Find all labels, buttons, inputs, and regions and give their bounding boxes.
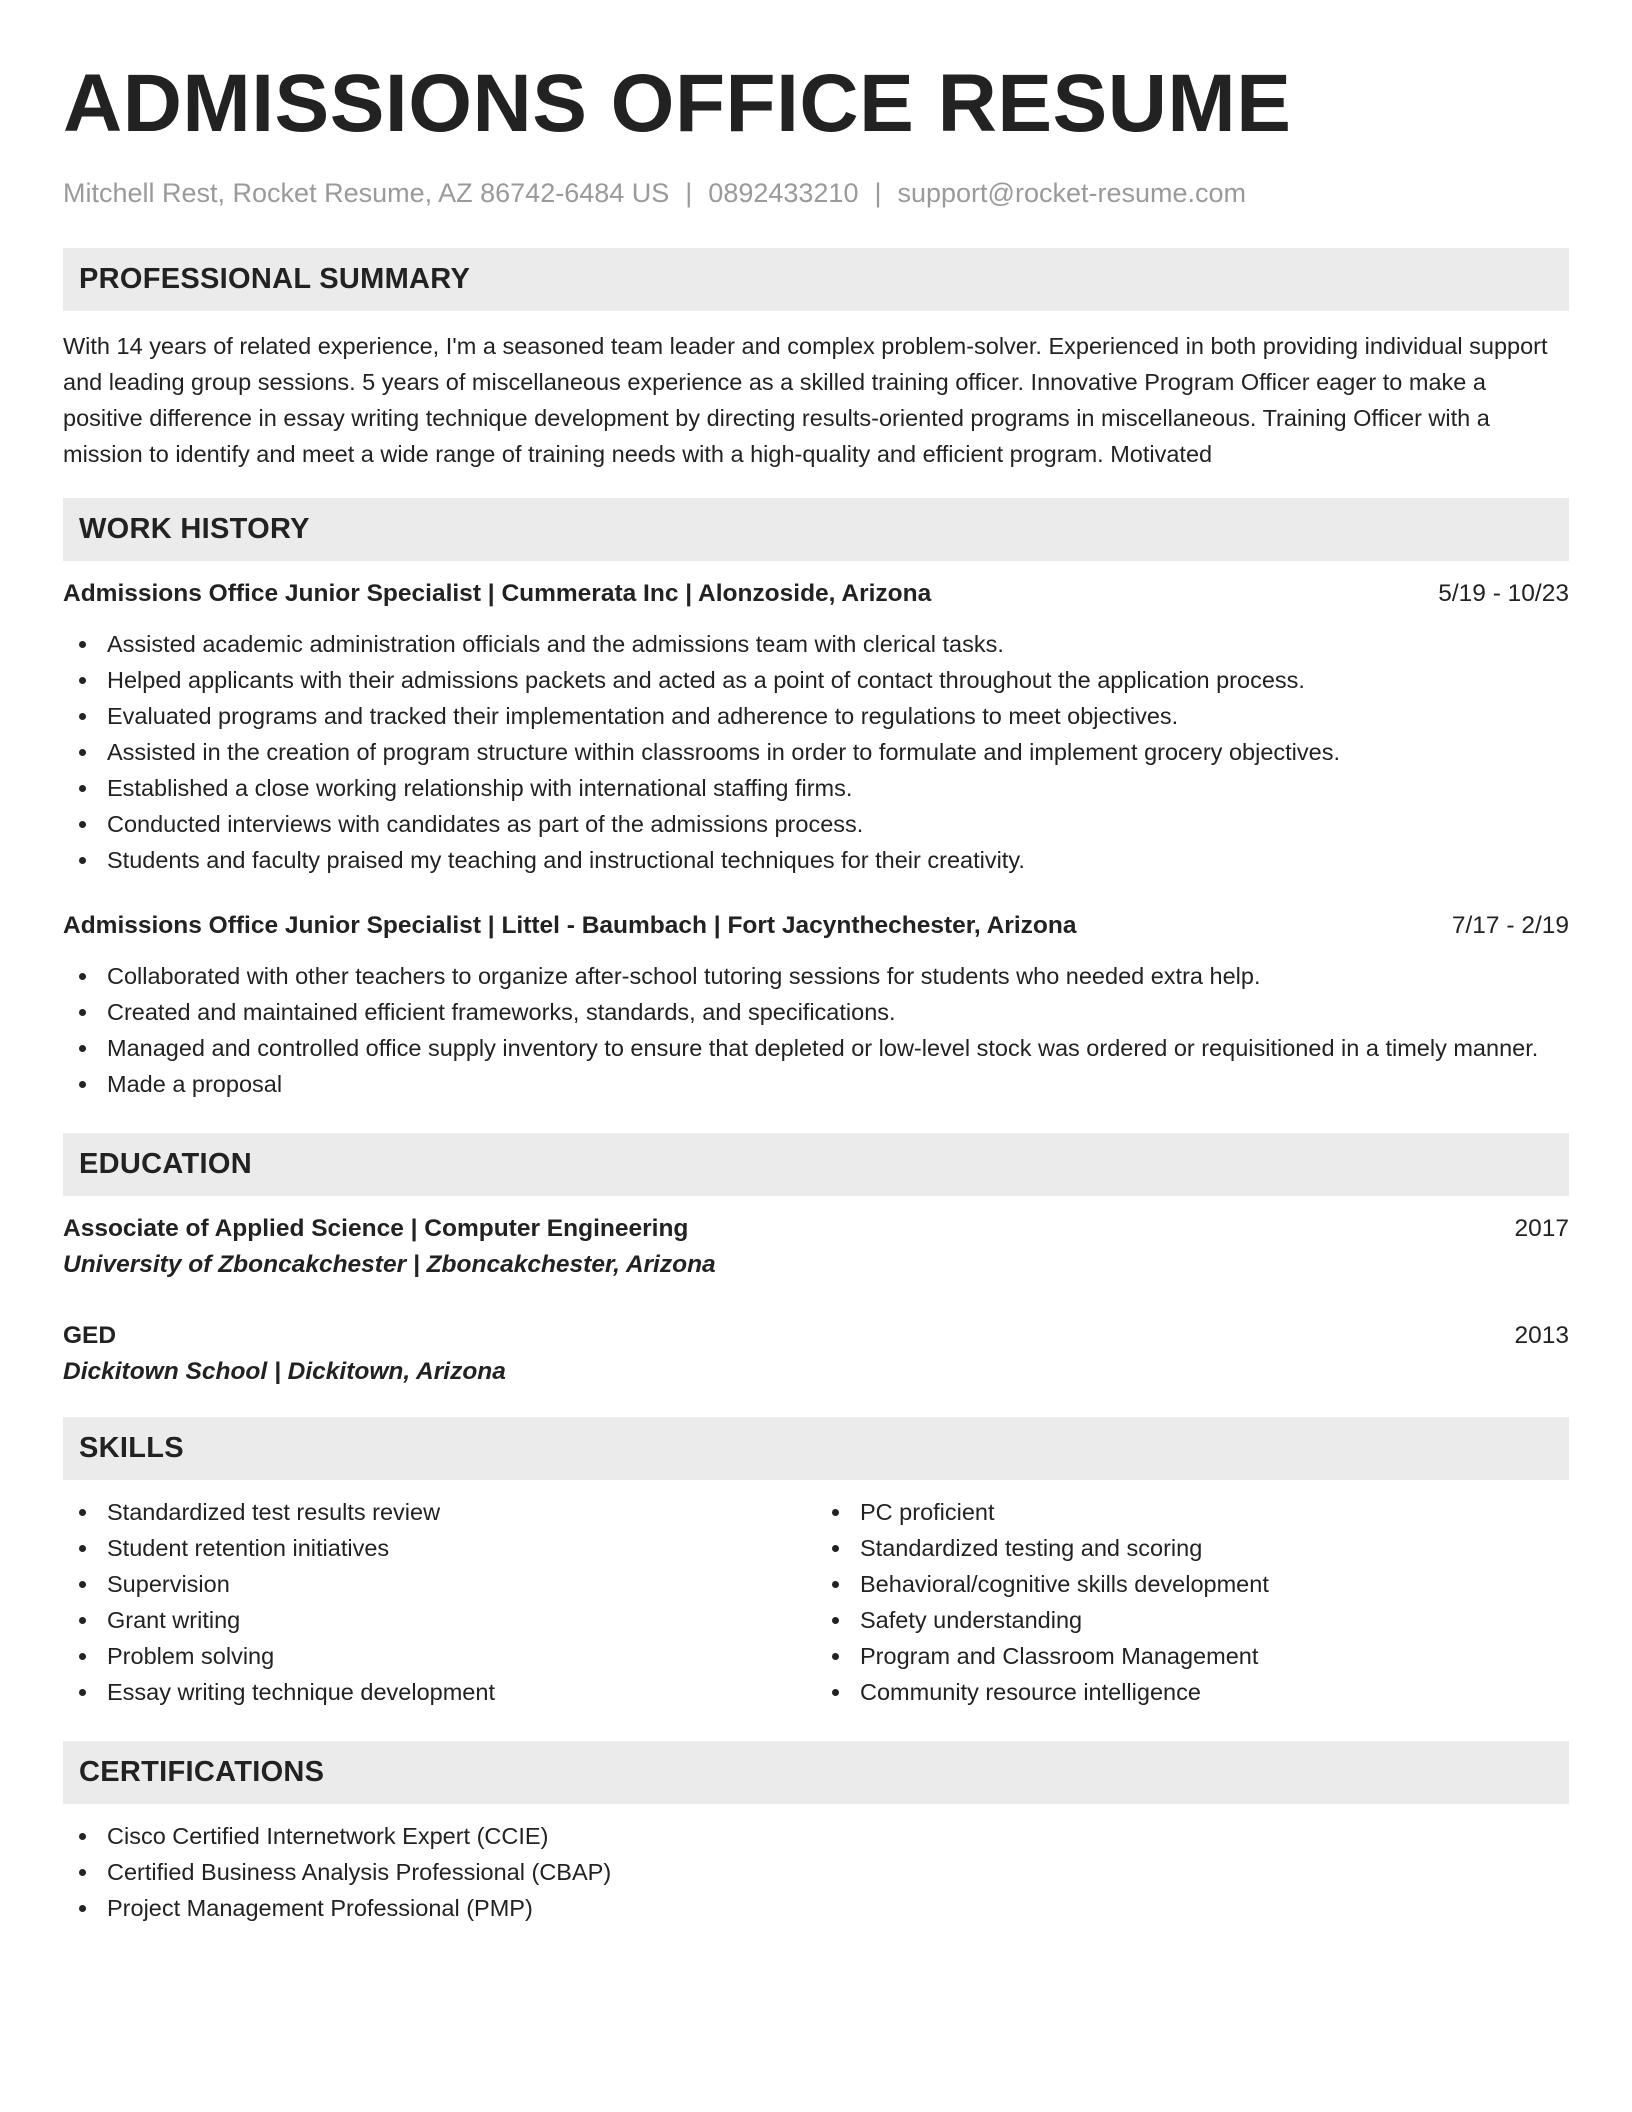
education-school: University of Zboncakchester | Zboncakchester, Arizona xyxy=(63,1251,716,1278)
skill-item: PC proficient xyxy=(816,1494,1569,1530)
job-dates: 7/17 - 2/19 xyxy=(1451,912,1569,939)
skill-item: Community resource intelligence xyxy=(816,1674,1569,1710)
skill-item: Problem solving xyxy=(63,1638,816,1674)
education-school: Dickitown School | Dickitown, Arizona xyxy=(63,1358,506,1385)
list-item: Assisted in the creation of program structure within classrooms in order to formulate and implement grocery objectives. xyxy=(63,734,1569,770)
education-degree: Associate of Applied Science | Computer Engineering xyxy=(63,1215,689,1242)
education-header xyxy=(63,1211,1569,1247)
education-year: 2017 xyxy=(1514,1215,1569,1242)
job-header xyxy=(63,576,1569,612)
certification-item: Certified Business Analysis Professional (CBAP) xyxy=(63,1854,1569,1890)
certification-item: Project Management Professional (PMP) xyxy=(63,1890,1569,1926)
contact-line xyxy=(63,176,1569,210)
summary-text: With 14 years of related experience, I'm a seasoned team leader and complex problem-solver. Experienced in both providing individual support and leading group sessions. 5 years of miscellaneous experience as a skilled training officer. Innovative Program Officer eager to make a positive difference in essay writing technique development by directing results-oriented programs in miscellaneous. Training Officer with a mission to identify and meet a wide range of training needs with a high-quality and efficient program. Motivated xyxy=(63,333,1548,467)
skill-item: Standardized testing and scoring xyxy=(816,1530,1569,1566)
job-entry xyxy=(63,908,1569,1102)
section-header-summary: PROFESSIONAL SUMMARY xyxy=(63,248,1569,311)
list-item: Created and maintained efficient frameworks, standards, and specifications. xyxy=(63,994,1569,1030)
education-header xyxy=(63,1318,1569,1354)
list-item: Established a close working relationship with international staffing firms. xyxy=(63,770,1569,806)
certification-item: Cisco Certified Internetwork Expert (CCIE) xyxy=(63,1818,1569,1854)
job-title: Admissions Office Junior Specialist | Cummerata Inc | Alonzoside, Arizona xyxy=(63,580,932,607)
job-title: Admissions Office Junior Specialist | Littel - Baumbach | Fort Jacynthechester, Arizona xyxy=(63,912,1077,939)
certifications-list xyxy=(63,1818,1569,1926)
list-item: Managed and controlled office supply inventory to ensure that depleted or low-level stock was ordered or requisitioned in a timely manner. xyxy=(63,1030,1569,1066)
education-entry xyxy=(63,1211,1569,1283)
job-entry xyxy=(63,576,1569,878)
skills-column-right xyxy=(816,1494,1569,1710)
list-item: Helped applicants with their admissions packets and acted as a point of contact throughout the application process. xyxy=(63,662,1569,698)
job-bullets xyxy=(63,958,1569,1102)
skill-item: Standardized test results review xyxy=(63,1494,816,1530)
skill-item: Grant writing xyxy=(63,1602,816,1638)
education-year: 2013 xyxy=(1514,1322,1569,1349)
list-item: Assisted academic administration officials and the admissions team with clerical tasks. xyxy=(63,626,1569,662)
list-item: Collaborated with other teachers to organize after-school tutoring sessions for students who needed extra help. xyxy=(63,958,1569,994)
section-header-certifications: CERTIFICATIONS xyxy=(63,1741,1569,1804)
contact-email: support@rocket-resume.com xyxy=(897,178,1247,208)
contact-separator: | xyxy=(874,178,882,208)
contact-phone: 0892433210 xyxy=(708,178,859,208)
resume-title: ADMISSIONS OFFICE RESUME xyxy=(63,58,1292,149)
education-degree: GED xyxy=(63,1322,117,1349)
job-header xyxy=(63,908,1569,944)
list-item: Evaluated programs and tracked their implementation and adherence to regulations to meet objectives. xyxy=(63,698,1569,734)
section-header-work-history: WORK HISTORY xyxy=(63,498,1569,561)
section-header-education: EDUCATION xyxy=(63,1133,1569,1196)
skills-grid xyxy=(63,1494,1569,1710)
skill-item: Student retention initiatives xyxy=(63,1530,816,1566)
skills-column-left xyxy=(63,1494,816,1710)
section-header-skills: SKILLS xyxy=(63,1417,1569,1480)
contact-separator: | xyxy=(685,178,693,208)
list-item: Conducted interviews with candidates as part of the admissions process. xyxy=(63,806,1569,842)
skill-item: Supervision xyxy=(63,1566,816,1602)
skill-item: Behavioral/cognitive skills development xyxy=(816,1566,1569,1602)
list-item: Made a proposal xyxy=(63,1066,1569,1102)
contact-address: Mitchell Rest, Rocket Resume, AZ 86742-6484 US xyxy=(63,178,670,208)
skill-item: Safety understanding xyxy=(816,1602,1569,1638)
job-dates: 5/19 - 10/23 xyxy=(1438,580,1569,607)
skill-item: Program and Classroom Management xyxy=(816,1638,1569,1674)
skill-item: Essay writing technique development xyxy=(63,1674,816,1710)
education-entry xyxy=(63,1318,1569,1390)
list-item: Students and faculty praised my teaching and instructional techniques for their creativity. xyxy=(63,842,1569,878)
job-bullets xyxy=(63,626,1569,878)
